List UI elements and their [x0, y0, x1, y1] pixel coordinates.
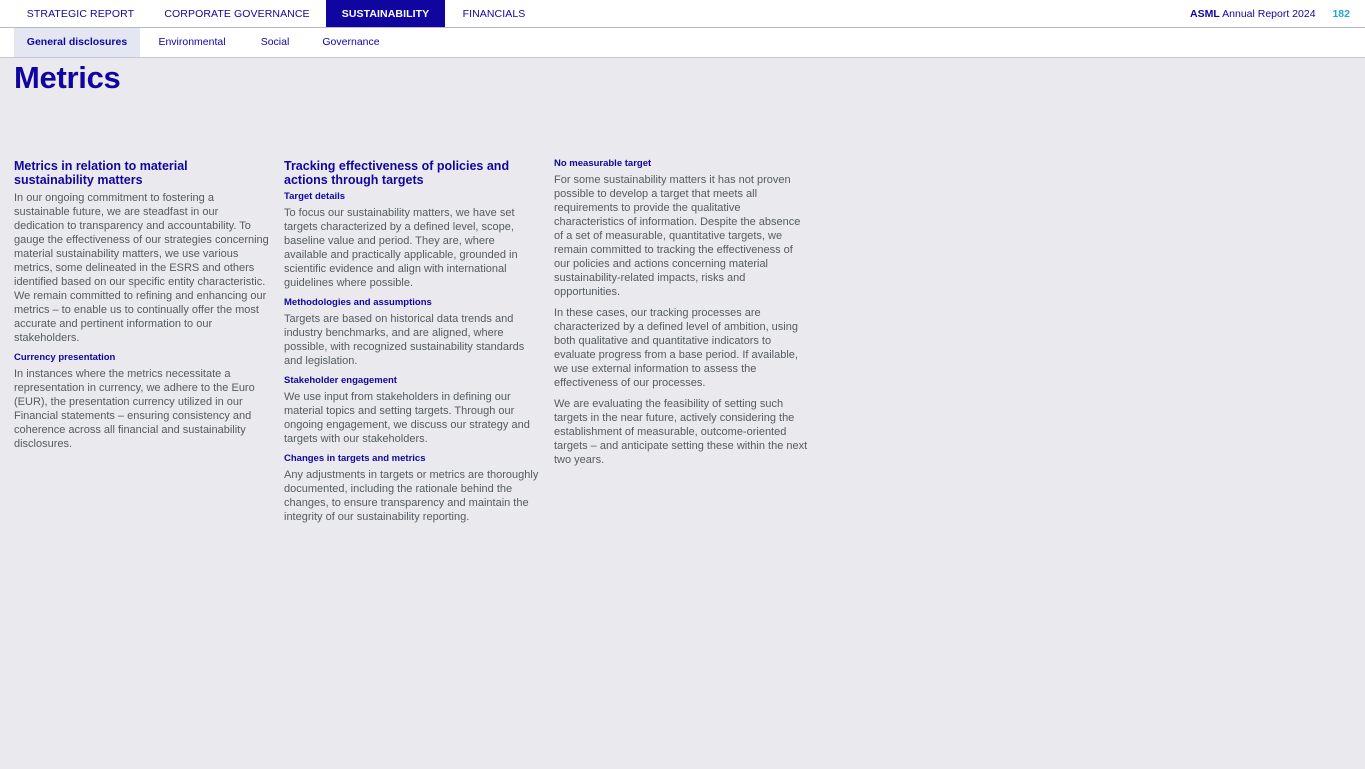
section-heading: Tracking effectiveness of policies and actions through targets: [284, 159, 510, 187]
top-navigation: [0, 0, 1365, 28]
body-paragraph: In these cases, our tracking processes are characterized by a defined level of ambition, using both qualitative and quantitative indicators to evaluate progress from a base period. If available, we use external information to assess the effectiveness of our processes.: [554, 307, 798, 389]
subheading: No measurable target: [554, 158, 652, 169]
body-paragraph: We are evaluating the feasibility of setting such targets in the near future, actively considering the establishment of measurable, outcome-oriented targets – and anticipate setting these within the next two years.: [554, 398, 808, 466]
tab-strategic-report[interactable]: STRATEGIC REPORT: [26, 8, 135, 20]
brand-logo-text: ASML: [1190, 8, 1220, 20]
column-no-measurable-target: [554, 158, 810, 474]
report-brand: [1190, 0, 1350, 28]
body-paragraph: Targets are based on historical data trends and industry benchmarks, and are aligned, where possible, with recognized sustainability standards and legislation.: [284, 313, 525, 367]
body-paragraph: To focus our sustainability matters, we have set targets characterized by a defined level, scope, baseline value and period. They are, where available and practically applicable, grounded in scientific evidence and align with international guidelines where possible.: [284, 207, 518, 289]
report-title: Annual Report 2024: [1222, 8, 1316, 20]
tab-sustainability[interactable]: SUSTAINABILITY: [326, 0, 445, 27]
body-paragraph: Any adjustments in targets or metrics are thoroughly documented, including the rationale behind the changes, to ensure transparency and maintain the integrity of our sustainability reporting.: [284, 469, 539, 523]
subtab-general-disclosures[interactable]: General disclosures: [14, 28, 140, 57]
column-tracking: [284, 158, 540, 531]
column-metrics: [14, 158, 270, 458]
body-paragraph: In instances where the metrics necessitate a representation in currency, we adhere to the Euro (EUR), the presentation currency utilized in our Financial statements – ensuring consistency and coherence across all financial and sustainability disclosures.: [14, 368, 255, 450]
subtab-environmental[interactable]: Environmental: [158, 36, 226, 48]
body-paragraph: In our ongoing commitment to fostering a sustainable future, we are steadfast in our dedication to transparency and accountability. To gauge the effectiveness of our strategies concerning material sustainability matters, we use various metrics, some delineated in the ESRS and others identified based on our specific entity characteristic. We remain committed to refining and enhancing our metrics – to enable us to continually offer the most accurate and pertinent information to our stakeholders.: [14, 192, 269, 344]
subtab-social[interactable]: Social: [260, 36, 290, 48]
tab-financials[interactable]: FINANCIALS: [462, 8, 526, 20]
page-title: Metrics: [14, 60, 121, 95]
subheading: Currency presentation: [14, 352, 116, 363]
subheading: Stakeholder engagement: [284, 375, 397, 386]
sub-navigation: [0, 28, 1365, 58]
subheading: Target details: [284, 191, 346, 202]
page-number: 182: [1332, 8, 1350, 20]
section-heading: Metrics in relation to material sustainability matters: [14, 159, 188, 187]
subtab-governance[interactable]: Governance: [322, 36, 380, 48]
subheading: Methodologies and assumptions: [284, 297, 432, 308]
subheading: Changes in targets and metrics: [284, 453, 426, 464]
body-paragraph: We use input from stakeholders in defining our material topics and setting targets. Through our ongoing engagement, we discuss our strategy and targets with our stakeholders.: [284, 391, 530, 445]
body-paragraph: For some sustainability matters it has not proven possible to develop a target that meets all requirements to provide the qualitative characteristics of information. Despite the absence of a set of measurable, quantitative targets, we remain committed to tracking the effectiveness of our policies and actions concerning material sustainability-related impacts, risks and opportunities.: [554, 174, 801, 298]
tab-corporate-governance[interactable]: CORPORATE GOVERNANCE: [164, 8, 310, 20]
